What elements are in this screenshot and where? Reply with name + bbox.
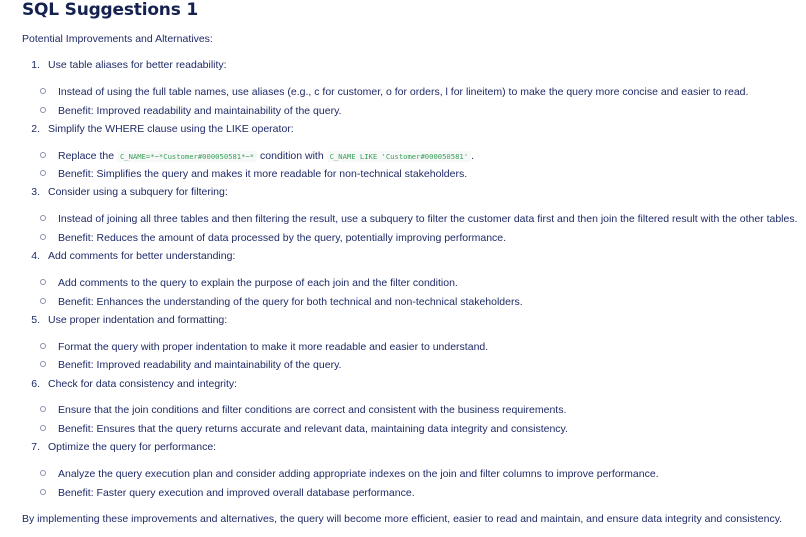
circle-bullet-icon bbox=[40, 361, 46, 367]
item-number: 6. bbox=[31, 378, 40, 390]
circle-bullet-icon bbox=[40, 170, 46, 176]
circle-bullet-icon bbox=[40, 215, 46, 221]
list-item-5 bbox=[22, 313, 227, 327]
item-number: 2. bbox=[31, 123, 40, 135]
list-item-1 bbox=[22, 58, 227, 72]
item-number: 4. bbox=[31, 250, 40, 262]
circle-bullet-icon bbox=[40, 107, 46, 113]
sub-item: Benefit: Faster query execution and improved overall database performance. bbox=[40, 486, 415, 500]
sub-item: Benefit: Ensures that the query returns accurate and relevant data, maintaining data integrity and consistency. bbox=[40, 422, 568, 436]
sub-item: Analyze the query execution plan and consider adding appropriate indexes on the join and filter columns to improve performance. bbox=[40, 467, 659, 481]
circle-bullet-icon bbox=[40, 234, 46, 240]
circle-bullet-icon bbox=[40, 489, 46, 495]
sub-item: Benefit: Improved readability and maintainability of the query. bbox=[40, 358, 341, 372]
code-snippet: C_NAME LIKE 'Customer#000050581' bbox=[327, 151, 471, 162]
item-title: Consider using a subquery for filtering: bbox=[48, 186, 228, 198]
circle-bullet-icon bbox=[40, 279, 46, 285]
sub-item: Benefit: Simplifies the query and makes it more readable for non-technical stakeholders. bbox=[40, 167, 467, 181]
circle-bullet-icon bbox=[40, 470, 46, 476]
sub-item: Instead of using the full table names, use aliases (e.g., c for customer, o for orders, l for lineitem) to make the query more concise and easier to read. bbox=[40, 85, 748, 99]
item-number: 5. bbox=[31, 314, 40, 326]
sub-item: Benefit: Reduces the amount of data processed by the query, potentially improving performance. bbox=[40, 231, 506, 245]
list-item-7 bbox=[22, 440, 216, 454]
sub-item: Benefit: Enhances the understanding of the query for both technical and non-technical stakeholders. bbox=[40, 295, 523, 309]
sub-item: Add comments to the query to explain the purpose of each join and the filter condition. bbox=[40, 276, 458, 290]
circle-bullet-icon bbox=[40, 152, 46, 158]
circle-bullet-icon bbox=[40, 298, 46, 304]
sub-item: Ensure that the join conditions and filter conditions are correct and consistent with the business requirements. bbox=[40, 403, 566, 417]
page-title: SQL Suggestions 1 bbox=[22, 0, 198, 20]
circle-bullet-icon bbox=[40, 406, 46, 412]
circle-bullet-icon bbox=[40, 425, 46, 431]
list-item-4 bbox=[22, 249, 235, 263]
item-number: 7. bbox=[31, 441, 40, 453]
item-title: Use proper indentation and formatting: bbox=[48, 314, 228, 326]
item-title: Check for data consistency and integrity: bbox=[48, 378, 238, 390]
item-title: Use table aliases for better readability: bbox=[48, 59, 227, 71]
sub-item: Replace the C_NAME=*~*Customer#000050581*~* condition with C_NAME LIKE 'Customer#000050581' . bbox=[40, 149, 474, 164]
item-title: Simplify the WHERE clause using the LIKE operator: bbox=[48, 123, 294, 135]
item-title: Add comments for better understanding: bbox=[48, 250, 236, 262]
code-snippet: C_NAME=*~*Customer#000050581*~* bbox=[117, 151, 257, 162]
circle-bullet-icon bbox=[40, 88, 46, 94]
list-item-2 bbox=[22, 122, 294, 136]
item-title: Optimize the query for performance: bbox=[48, 441, 217, 453]
sub-item: Instead of joining all three tables and then filtering the result, use a subquery to filter the customer data first and then join the filtered result with the other tables. bbox=[40, 212, 798, 226]
item-number: 1. bbox=[31, 59, 40, 71]
list-item-3 bbox=[22, 185, 228, 199]
list-item-6 bbox=[22, 377, 237, 391]
conclusion-text: By implementing these improvements and alternatives, the query will become more efficient, easier to read and maintain, and ensure data integrity and consistency. bbox=[22, 513, 783, 525]
sub-item: Format the query with proper indentation to make it more readable and easier to understand. bbox=[40, 340, 488, 354]
sub-item: Benefit: Improved readability and maintainability of the query. bbox=[40, 104, 341, 118]
intro-text: Potential Improvements and Alternatives: bbox=[22, 33, 213, 45]
item-number: 3. bbox=[31, 186, 40, 198]
circle-bullet-icon bbox=[40, 343, 46, 349]
